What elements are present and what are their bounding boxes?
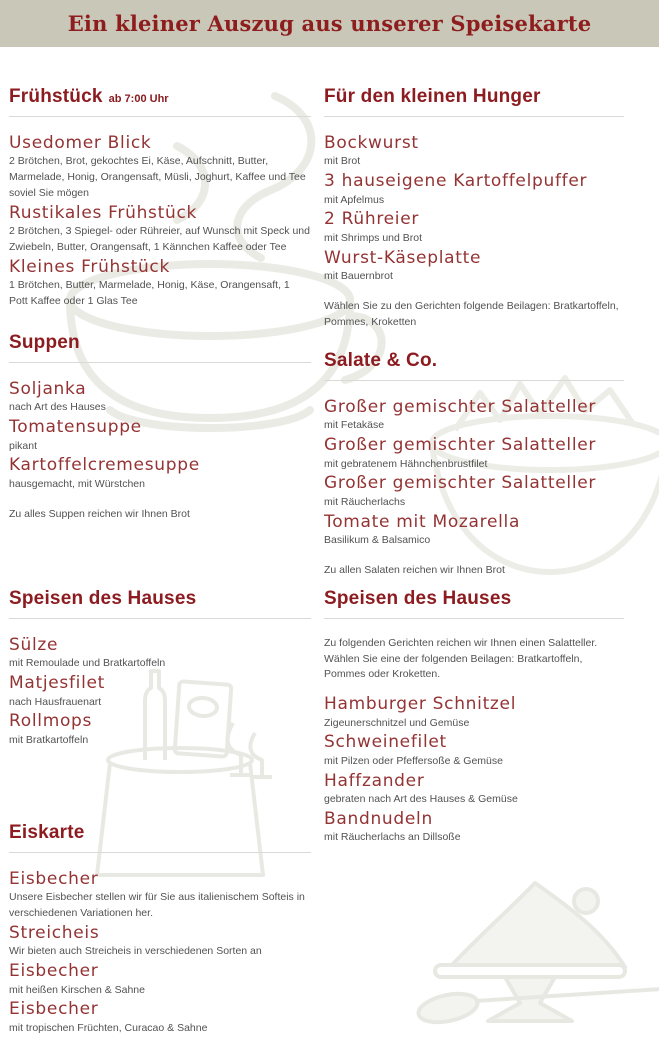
ice-cream-sundae-watermark-icon <box>390 875 659 1035</box>
section-heading: Frühstück ab 7:00 Uhr <box>9 86 169 107</box>
menu-item <box>9 712 311 748</box>
menu-item <box>324 513 624 549</box>
menu-item-description: 1 Brötchen, Butter, Marmelade, Honig, Käse, Orangensaft, 1 Pott Kaffee oder 1 Glas Tee <box>9 279 290 307</box>
menu-item-title: Bandnudeln <box>324 808 433 829</box>
menu-item-title: Soljanka <box>9 378 87 399</box>
menu-item-title: Eisbecher <box>9 868 99 889</box>
menu-item <box>324 172 624 208</box>
section-heading: Speisen des Hauses <box>324 588 512 609</box>
menu-item-description: mit Fetakäse <box>324 419 385 432</box>
menu-item-title: Sülze <box>9 634 59 655</box>
menu-item <box>9 418 311 454</box>
menu-item-description: mit Apfelmus <box>324 193 385 206</box>
menu-item-description: nach Art des Hauses <box>9 401 106 414</box>
menu-item-title: Rustikales Frühstück <box>9 202 198 223</box>
section-heading-suffix: ab 7:00 Uhr <box>108 93 169 105</box>
section-heading: Eiskarte <box>9 822 85 843</box>
menu-item <box>9 134 311 202</box>
menu-item-description: mit Räucherlachs an Dillsoße <box>324 831 461 844</box>
menu-item-title: Kartoffelcremesuppe <box>9 455 200 476</box>
menu-item <box>324 772 624 808</box>
section-note: Wählen Sie zu den Gerichten folgende Beilagen: Bratkartoffeln, Pommes, Kroketten <box>324 299 619 328</box>
menu-item-description: Wir bieten auch Streicheis in verschiedenen Sorten an <box>9 945 262 958</box>
section-divider <box>9 362 311 363</box>
section-divider <box>324 380 624 381</box>
section-speisen-des-hauses-rechts <box>324 588 624 848</box>
section-heading: Speisen des Hauses <box>9 588 197 609</box>
menu-item <box>9 636 311 672</box>
menu-item <box>9 380 311 416</box>
menu-item <box>9 204 311 256</box>
menu-item-description: nach Hausfrauenart <box>9 695 102 708</box>
section-note: Zu allen Salaten reichen wir Ihnen Brot <box>324 563 505 576</box>
menu-item <box>324 436 624 472</box>
menu-item-title: Eisbecher <box>9 999 99 1020</box>
menu-item <box>9 456 311 492</box>
section-divider <box>9 618 311 619</box>
section-speisen-des-hauses-links <box>9 588 311 751</box>
menu-item-description: gebraten nach Art des Hauses & Gemüse <box>324 793 518 806</box>
section-heading: Salate & Co. <box>324 350 438 371</box>
menu-item-description: mit Remoulade und Bratkartoffeln <box>9 657 166 670</box>
section-heading: Suppen <box>9 332 80 353</box>
menu-item <box>324 810 624 846</box>
menu-item-title: Matjesfilet <box>9 673 106 694</box>
menu-item-title: 2 Rühreier <box>324 209 420 230</box>
menu-item-title: Rollmops <box>9 711 93 732</box>
menu-item-description: Zigeunerschnitzel und Gemüse <box>324 716 470 729</box>
section-suppen <box>9 332 311 522</box>
section-divider <box>324 116 624 117</box>
menu-item <box>9 870 311 922</box>
menu-item-description: mit Räucherlachs <box>324 495 406 508</box>
menu-item-description: Unsere Eisbecher stellen wir für Sie aus italienischem Softeis in verschiedenen Variationen her. <box>9 891 305 920</box>
menu-item <box>9 1000 311 1036</box>
section-eiskarte <box>9 822 311 1039</box>
menu-item-description: mit Brot <box>324 155 361 168</box>
menu-item-title: Großer gemischter Salatteller <box>324 473 597 494</box>
section-note: Zu alles Suppen reichen wir Ihnen Brot <box>9 507 190 520</box>
menu-item <box>324 134 624 170</box>
section-salate-und-co <box>324 350 624 579</box>
menu-item-description: mit Bauernbrot <box>324 270 393 283</box>
menu-item-title: Tomate mit Mozarella <box>324 511 521 532</box>
menu-item-description: Basilikum & Balsamico <box>324 534 431 547</box>
section-heading: Für den kleinen Hunger <box>324 86 541 107</box>
menu-item-description: mit Pilzen oder Pfeffersoße & Gemüse <box>324 754 503 767</box>
section-divider <box>9 852 311 853</box>
menu-item-description: hausgemacht, mit Würstchen <box>9 477 145 490</box>
menu-item-title: Bockwurst <box>324 132 419 153</box>
menu-item-description: mit heißen Kirschen & Sahne <box>9 983 145 996</box>
page-header <box>0 0 659 47</box>
menu-item-title: Kleines Frühstück <box>9 256 171 277</box>
section-fuer-den-kleinen-hunger <box>324 86 624 330</box>
menu-item <box>324 695 624 731</box>
menu-item-title: Streicheis <box>9 922 100 943</box>
menu-item <box>324 210 624 246</box>
menu-item-title: Großer gemischter Salatteller <box>324 435 597 456</box>
menu-item-description: mit Shrimps und Brot <box>324 231 423 244</box>
menu-item-description: mit tropischen Früchten, Curacao & Sahne <box>9 1021 208 1034</box>
menu-item-title: 3 hauseigene Kartoffelpuffer <box>324 171 588 192</box>
menu-item-title: Hamburger Schnitzel <box>324 694 517 715</box>
menu-item <box>9 924 311 960</box>
menu-item-description: mit Bratkartoffeln <box>9 733 89 746</box>
menu-item <box>9 258 311 310</box>
menu-item-title: Tomatensuppe <box>9 417 142 438</box>
menu-item-title: Eisbecher <box>9 961 99 982</box>
menu-item <box>324 474 624 510</box>
menu-item <box>324 733 624 769</box>
menu-item <box>324 398 624 434</box>
menu-item-description: pikant <box>9 439 38 452</box>
menu-item-description: mit gebratenem Hähnchenbrustfilet <box>324 457 488 470</box>
menu-item-title: Haffzander <box>324 770 425 791</box>
menu-item-title: Schweinefilet <box>324 732 447 753</box>
menu-item-description: 2 Brötchen, 3 Spiegel- oder Rühreier, auf Wunsch mit Speck und Zwiebeln, Butter, Orangensaft, 1 Kännchen Kaffee oder Tee <box>9 225 310 253</box>
section-intro: Zu folgenden Gerichten reichen wir Ihnen einen Salatteller. Wählen Sie eine der folgenden Beilagen: Bratkartoffeln, Pommes oder Kroketten. <box>324 636 598 681</box>
section-divider <box>324 618 624 619</box>
menu-item <box>9 962 311 998</box>
menu-item <box>324 249 624 285</box>
menu-item-title: Usedomer Blick <box>9 132 152 153</box>
menu-item-description: 2 Brötchen, Brot, gekochtes Ei, Käse, Aufschnitt, Butter, Marmelade, Honig, Orangensaft, Müsli, Joghurt, Kaffee und Tee soviel Sie mögen <box>9 155 306 199</box>
menu-item-title: Großer gemischter Salatteller <box>324 396 597 417</box>
page-title: Ein kleiner Auszug aus unserer Speisekarte <box>67 11 592 36</box>
section-fruehstueck <box>9 86 311 312</box>
section-divider <box>9 116 311 117</box>
menu-item <box>9 674 311 710</box>
menu-item-title: Wurst-Käseplatte <box>324 247 482 268</box>
